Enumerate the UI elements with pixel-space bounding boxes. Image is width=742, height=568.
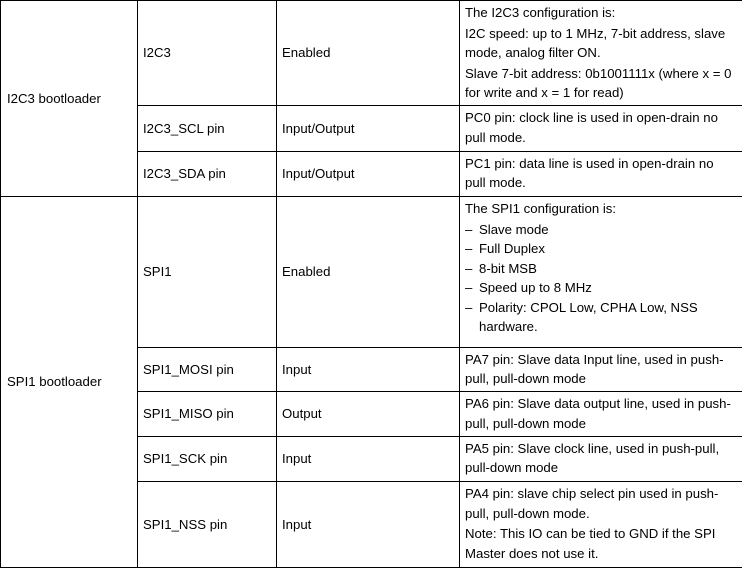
description-text: Note: This IO can be tied to GND if the SPI Master does not use it.	[465, 526, 716, 561]
description-cell	[460, 436, 742, 481]
table-row	[1, 1, 742, 106]
description-text: Slave 7-bit address: 0b1001111x (where x = 0 for write and x = 1 for read)	[465, 65, 732, 100]
description-text: PA4 pin: slave chip select pin used in push-pull, pull-down mode.	[465, 486, 719, 521]
feature-cell: SPI1_SCK pin	[138, 436, 277, 481]
description-cell	[460, 106, 742, 151]
list-item-text: Speed up to 8 MHz	[479, 280, 592, 296]
list-item-text: Polarity: CPOL Low, CPHA Low, NSS hardware.	[479, 299, 698, 335]
list-item-text: Full Duplex	[479, 241, 545, 257]
description-cell	[460, 392, 742, 436]
state-cell: Input	[277, 347, 460, 391]
feature-cell: I2C3	[138, 1, 277, 106]
feature-cell: I2C3_SDA pin	[138, 151, 277, 196]
description-text: PA6 pin: Slave data output line, used in push-pull, pull-down mode	[465, 396, 731, 431]
list-item	[465, 298, 737, 337]
dash-marker: –	[465, 241, 473, 257]
dash-marker: –	[465, 280, 473, 296]
dash-marker: –	[465, 299, 473, 315]
list-item-text: 8-bit MSB	[479, 260, 537, 276]
state-cell: Input/Output	[277, 151, 460, 196]
list-item	[465, 239, 737, 259]
section-label: SPI1 bootloader	[1, 197, 138, 568]
description-cell	[460, 347, 742, 391]
description-cell	[460, 1, 742, 106]
state-cell: Input	[277, 482, 460, 568]
dash-marker: –	[465, 221, 473, 237]
state-cell: Input	[277, 436, 460, 481]
section-label: I2C3 bootloader	[1, 1, 138, 197]
table-row	[1, 197, 742, 348]
state-cell: Enabled	[277, 197, 460, 348]
description-text: PA5 pin: Slave clock line, used in push-pull, pull-down mode	[465, 440, 720, 476]
state-cell: Enabled	[277, 1, 460, 106]
list-item	[465, 220, 737, 240]
dash-marker: –	[465, 260, 473, 276]
description-cell	[460, 482, 742, 568]
list-item	[465, 259, 737, 279]
description-text: I2C speed: up to 1 MHz, 7-bit address, slave mode, analog filter ON.	[465, 25, 726, 60]
list-item-text: Slave mode	[479, 221, 549, 237]
feature-cell: SPI1	[138, 197, 277, 348]
state-cell: Output	[277, 392, 460, 436]
description-text: The I2C3 configuration is:	[465, 5, 616, 20]
description-text: PA7 pin: Slave data Input line, used in push-pull, pull-down mode	[465, 351, 724, 387]
description-text: PC1 pin: data line is used in open-drain no pull mode.	[465, 155, 714, 191]
description-text: The SPI1 configuration is:	[465, 201, 617, 217]
feature-cell: SPI1_MOSI pin	[138, 347, 277, 391]
list-item	[465, 278, 737, 298]
feature-cell: I2C3_SCL pin	[138, 106, 277, 151]
description-cell	[460, 197, 742, 348]
feature-cell: SPI1_MISO pin	[138, 392, 277, 436]
feature-cell: SPI1_NSS pin	[138, 482, 277, 568]
state-cell: Input/Output	[277, 106, 460, 151]
description-text: PC0 pin: clock line is used in open-drain no pull mode.	[465, 110, 718, 145]
description-cell	[460, 151, 742, 196]
